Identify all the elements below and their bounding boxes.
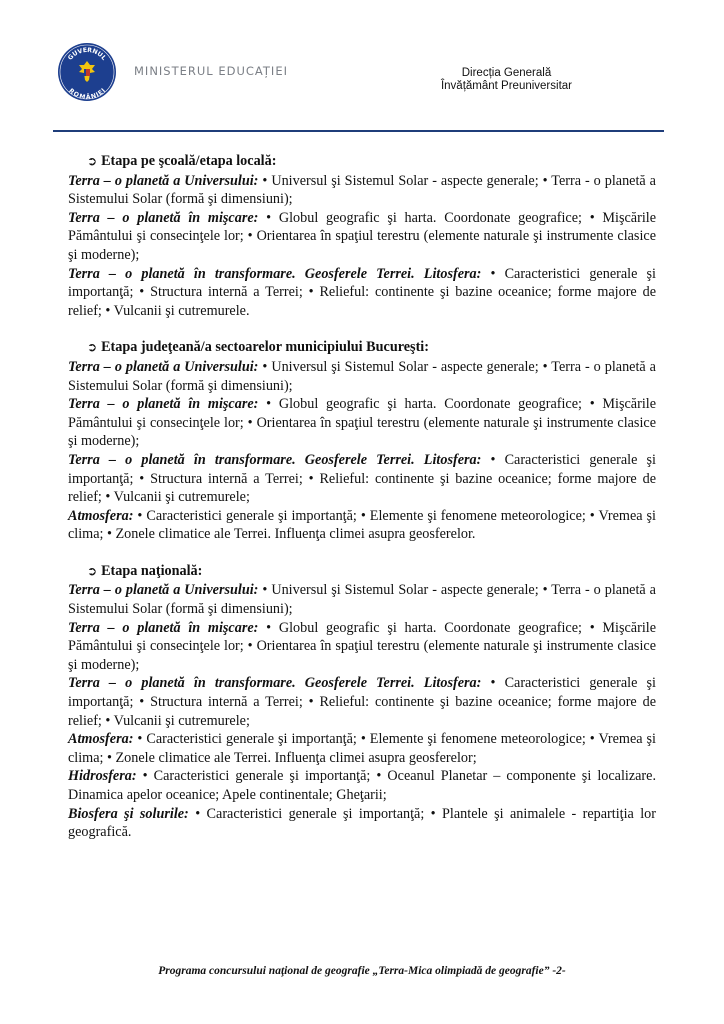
topic-text: • Caracteristici generale şi importanţă; • Structura internă a Terrei; • Relieful: continente şi bazine oceanice; forme majore de relief; • Vulcanii şi cutremurele. [68, 265, 656, 319]
topic-paragraph [68, 767, 656, 804]
topic-text: • Caracteristici generale şi importanţă; • Oceanul Planetar – componente şi localizare. Dinamica apelor oceanice; Apele continentale; Gheţarii; [68, 768, 656, 803]
topic-text: • Caracteristici generale şi importanţă; • Structura internă a Terrei; • Relieful: continente şi bazine oceanice; forme majore de relief; • Vulcanii şi cutremurele; [68, 451, 656, 506]
topic-paragraph [68, 358, 656, 395]
topic-paragraph [68, 172, 656, 209]
topic-title: Terra – o planetă în mişcare: [68, 396, 259, 413]
topic-title: Terra – o planetă a Universului: [68, 358, 259, 375]
topic-paragraph [68, 451, 656, 507]
topic-title: Biosfera şi solurile: [68, 805, 189, 822]
section-heading [68, 562, 656, 581]
topic-text: • Caracteristici generale şi importanţă; • Plantele şi animalele - repartiţia lor geografică. [68, 805, 656, 841]
topic-paragraph [68, 581, 656, 618]
section-heading-text: Etapa judeţeană/a sectoarelor municipiului Bucureşti: [101, 339, 429, 356]
topic-title: Terra – o planetă în mişcare: [68, 619, 259, 636]
topic-paragraph [68, 805, 656, 842]
topic-paragraph [68, 619, 656, 675]
topic-title: Terra – o planetă în mişcare: [68, 209, 259, 226]
topic-text: • Universul şi Sistemul Solar - aspecte generale; • Terra - o planetă a Sistemului Solar (formă şi dimensiuni); [68, 358, 656, 394]
topic-paragraph [68, 507, 656, 544]
direction-line-2: Învățământ Preuniversitar [440, 80, 572, 92]
topic-text: • Universul şi Sistemul Solar - aspecte generale; • Terra - o planetă a Sistemului Solar (formă şi dimensiuni); [68, 172, 656, 208]
page-footer: Programa concursului naţional de geografie „Terra-Mica olimpiadă de geografie” -2- [158, 965, 566, 977]
topic-paragraph [68, 730, 656, 767]
section-heading-text: Etapa naţională: [101, 562, 203, 579]
topic-text: • Globul geografic şi harta. Coordonate geografice; • Mişcările Pământului şi consecinţele lor; • Orientarea în spaţiul terestru (elemente naturale şi instrumente clasice şi moderne); [68, 209, 656, 263]
topic-text: • Caracteristici generale şi importanţă; • Elemente şi fenomene meteorologice; • Vremea şi clima; • Zonele climatice ale Terrei. Influenţa climei asupra geosferelor; [68, 731, 656, 766]
section-local-stage [68, 152, 656, 320]
direction-line-1: Direcția Generală [461, 67, 552, 79]
topic-paragraph [68, 674, 656, 730]
topic-text: • Caracteristici generale şi importanţă; • Structura internă a Terrei; • Relieful: continente şi bazine oceanice; forme majore de relief; • Vulcanii şi cutremurele; [68, 675, 656, 729]
section-heading [68, 152, 656, 171]
syllabus-content [68, 152, 656, 860]
section-national-stage [68, 562, 656, 842]
topic-paragraph [68, 395, 656, 451]
topic-title: Atmosfera: [68, 507, 134, 524]
topic-title: Terra – o planetă în transformare. Geosferele Terrei. Litosfera: [68, 451, 482, 468]
ministry-name: MINISTERUL EDUCAȚIEI [134, 64, 288, 78]
arrow-right-icon: ➲ [87, 563, 98, 578]
arrow-right-icon: ➲ [87, 340, 98, 355]
topic-title: Atmosfera: [68, 731, 134, 748]
section-heading-text: Etapa pe şcoală/etapa locală: [101, 153, 277, 169]
logo-text-bottom: ROMÂNIEI [67, 87, 107, 102]
topic-paragraph [68, 265, 656, 321]
arrow-right-icon: ➲ [87, 154, 98, 168]
topic-title: Terra – o planetă a Universului: [68, 172, 259, 189]
topic-text: • Globul geografic şi harta. Coordonate geografice; • Mişcările Pământului şi consecinţele lor; • Orientarea în spaţiul terestru (elemente naturale şi instrumente clasice şi moderne); [68, 396, 656, 450]
topic-text: • Universul şi Sistemul Solar - aspecte generale; • Terra - o planetă a Sistemului Solar (formă şi dimensiuni); [68, 582, 656, 618]
logo-text-top: GUVERNUL [66, 46, 108, 62]
section-heading [68, 338, 656, 357]
topic-title: Terra – o planetă în transformare. Geosferele Terrei. Litosfera: [68, 265, 482, 282]
topic-title: Hidrosfera: [68, 768, 137, 785]
government-logo [57, 42, 117, 102]
direction-block [441, 67, 572, 93]
topic-paragraph [68, 209, 656, 265]
header-divider [53, 130, 664, 132]
section-county-stage [68, 338, 656, 544]
topic-text: • Globul geografic şi harta. Coordonate geografice; • Mişcările Pământului şi consecinţele lor; • Orientarea în spaţiul terestru (elemente naturale şi instrumente clasice şi moderne); [68, 619, 656, 673]
topic-title: Terra – o planetă a Universului: [68, 582, 259, 599]
topic-text: • Caracteristici generale şi importanţă; • Elemente şi fenomene meteorologice; • Vremea şi clima; • Zonele climatice ale Terrei. Influenţa climei asupra geosferelor. [68, 507, 656, 543]
topic-title: Terra – o planetă în transformare. Geosferele Terrei. Litosfera: [68, 675, 482, 692]
